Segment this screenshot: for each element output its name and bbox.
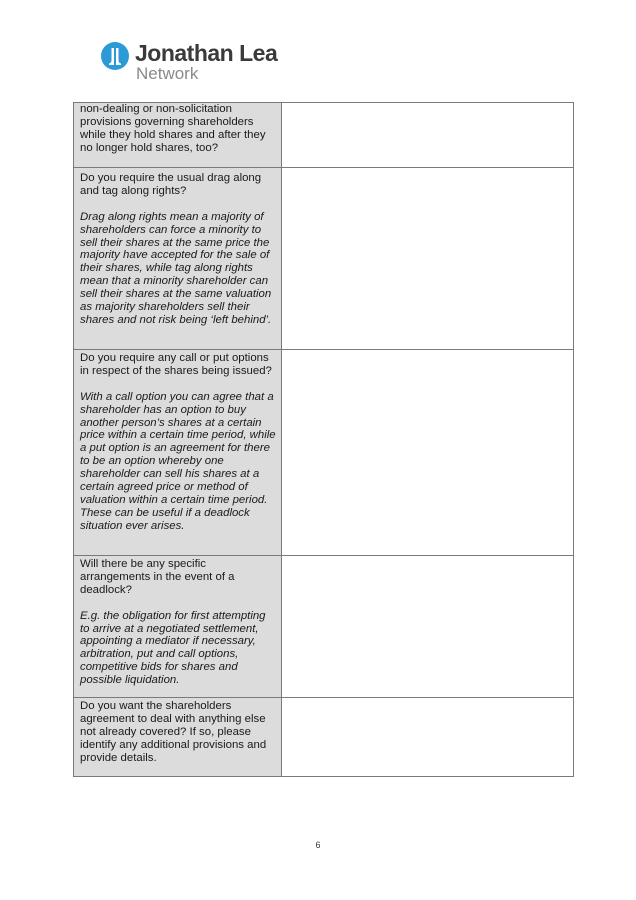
answer-cell[interactable]	[282, 698, 574, 777]
question-text: Do you require any call or put options in respect of the shares being issued?	[80, 352, 272, 377]
answer-cell[interactable]	[282, 168, 574, 350]
question-explanation: E.g. the obligation for first attempting to arrive at a negotiated settlement, appointing a mediator if necessary, arbitration, put and call options, competitive bids for shares and possible liquidation.	[80, 609, 266, 687]
question-explanation: Drag along rights mean a majority of shareholders can force a minority to sell their shares at the same price the majority have accepted for the sale of their shares, while tag along rights mean that a minority shareholder can sell their shares at the same valuation as majority shareholders sell their shares and not risk being ‘left behind’.	[80, 210, 272, 326]
logo-subtitle: Network	[136, 64, 199, 83]
jonathan-lea-logo	[101, 40, 301, 82]
table-row	[74, 103, 574, 168]
question-cell	[74, 168, 282, 350]
question-cell	[74, 556, 282, 698]
questionnaire-table	[73, 102, 574, 777]
logo-name: Jonathan Lea	[135, 40, 278, 66]
question-cell	[74, 350, 282, 556]
table-row	[74, 556, 574, 698]
page-number: 6	[315, 840, 321, 850]
jonathan-lea-logo-icon	[101, 42, 129, 70]
table-row	[74, 350, 574, 556]
answer-cell[interactable]	[282, 103, 574, 168]
question-cell	[74, 103, 282, 168]
question-text: Do you require the usual drag along and tag along rights?	[80, 172, 262, 197]
question-text: Will there be any specific arrangements in the event of a deadlock?	[80, 558, 235, 596]
question-text: non-dealing or non-solicitation provisions governing shareholders while they hold shares and after they no longer hold shares, too?	[80, 103, 266, 154]
question-text: Do you want the shareholders agreement to deal with anything else not already covered? If so, please identify any additional provisions and provide details.	[80, 700, 267, 764]
answer-cell[interactable]	[282, 556, 574, 698]
question-explanation: With a call option you can agree that a shareholder has an option to buy another person’s shares at a certain price within a certain time period, while a put option is an agreement for there to be an option whereby one shareholder can sell his shares at a certain agreed price or method of valuation within a certain time period. These can be useful if a deadlock situation ever arises.	[80, 390, 276, 532]
answer-cell[interactable]	[282, 350, 574, 556]
question-cell	[74, 698, 282, 777]
table-row	[74, 698, 574, 777]
table-row	[74, 168, 574, 350]
